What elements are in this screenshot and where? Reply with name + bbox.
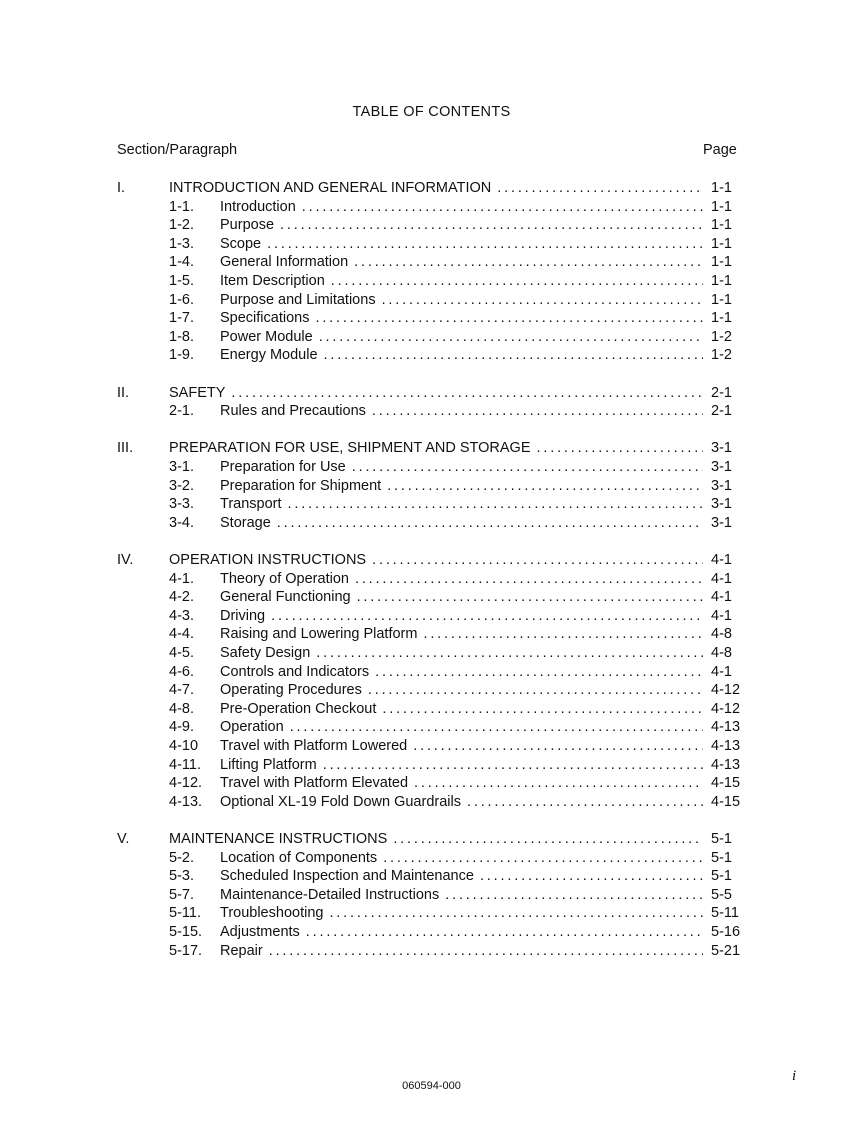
dot-leader (290, 718, 703, 736)
dot-leader (497, 179, 703, 197)
paragraph-title: Specifications (220, 310, 310, 327)
paragraph-page-number: 1-1 (711, 310, 732, 327)
paragraph-title-line (220, 588, 703, 606)
paragraph-title-line (220, 718, 703, 736)
section-title-line (169, 439, 703, 457)
paragraph-page-number: 4-15 (711, 775, 741, 792)
toc-section-row (0, 551, 863, 569)
paragraph-page-number: 3-1 (711, 477, 732, 494)
toc-item-row (0, 718, 863, 736)
dot-leader (323, 756, 703, 774)
paragraph-number: 4-9. (169, 719, 194, 736)
paragraph-page-number: 5-5 (711, 886, 732, 903)
toc-item-row (0, 253, 863, 271)
section-page-number: 5-1 (711, 831, 732, 847)
paragraph-number: 4-7. (169, 682, 194, 699)
paragraph-title-line (220, 328, 703, 346)
paragraph-title: Controls and Indicators (220, 663, 370, 680)
dot-leader (413, 737, 703, 755)
dot-leader (372, 402, 703, 420)
paragraph-title-line (220, 923, 703, 941)
toc-item-row (0, 495, 863, 513)
section-title: INTRODUCTION AND GENERAL INFORMATION (169, 180, 492, 196)
paragraph-page-number: 1-1 (711, 273, 732, 289)
paragraph-page-number: 1-1 (711, 235, 732, 252)
paragraph-title: Scheduled Inspection and Maintenance (220, 868, 474, 885)
paragraph-title: Power Module (220, 328, 313, 345)
toc-item-row (0, 942, 863, 960)
toc-item-row (0, 291, 863, 309)
dot-leader (467, 793, 703, 811)
dot-leader (387, 477, 703, 495)
dot-leader (280, 216, 703, 234)
toc-item-row (0, 309, 863, 327)
paragraph-title: Driving (220, 607, 266, 624)
paragraph-title: Introduction (220, 198, 296, 215)
paragraph-page-number: 4-13 (711, 738, 741, 754)
paragraph-number: 1-6. (169, 291, 194, 308)
paragraph-page-number: 5-11 (711, 905, 739, 922)
paragraph-title-line (220, 793, 703, 811)
toc-item-row (0, 514, 863, 532)
paragraph-title: Transport (220, 496, 282, 513)
section-page-number: 1-1 (711, 180, 732, 196)
paragraph-number: 1-1. (169, 198, 194, 215)
paragraph-title: Operating Procedures (220, 682, 362, 699)
paragraph-page-number: 1-1 (711, 198, 732, 215)
paragraph-title-line (220, 235, 703, 253)
paragraph-page-number: 1-2 (711, 347, 732, 364)
paragraph-number: 4-11. (169, 756, 201, 773)
dot-leader (331, 272, 703, 290)
toc-item-row (0, 681, 863, 699)
paragraph-title: Troubleshooting (220, 905, 324, 922)
toc-item-row (0, 644, 863, 662)
dot-leader (537, 439, 704, 457)
paragraph-title: Maintenance-Detailed Instructions (220, 886, 440, 903)
paragraph-title-line (220, 495, 703, 513)
paragraph-title-line (220, 607, 703, 625)
paragraph-title-line (220, 198, 703, 216)
dot-leader (414, 774, 703, 792)
paragraph-title-line (220, 253, 703, 271)
paragraph-title-line (220, 644, 703, 662)
paragraph-title-line (220, 625, 703, 643)
paragraph-number: 4-13. (169, 793, 203, 810)
paragraph-title: Travel with Platform Lowered (220, 738, 408, 754)
paragraph-number: 4-3. (169, 607, 194, 624)
paragraph-title: Preparation for Shipment (220, 477, 382, 494)
paragraph-title-line (220, 886, 703, 904)
paragraph-number: 3-4. (169, 514, 194, 531)
paragraph-number: 3-1. (169, 459, 194, 475)
toc-item-row (0, 625, 863, 643)
dot-leader (352, 458, 703, 476)
paragraph-title-line (220, 849, 703, 867)
paragraph-page-number: 4-15 (711, 793, 741, 810)
paragraph-title-line (220, 402, 703, 420)
toc-item-row (0, 663, 863, 681)
section-roman-numeral: V. (117, 831, 130, 847)
paragraph-number: 5-3. (169, 868, 194, 885)
toc-item-row (0, 570, 863, 588)
page-title: TABLE OF CONTENTS (352, 104, 511, 120)
toc-item-row (0, 607, 863, 625)
toc-section-row (0, 439, 863, 457)
toc-item-row (0, 198, 863, 216)
toc-item-row (0, 700, 863, 718)
dot-leader (329, 904, 703, 922)
paragraph-title: Storage (220, 514, 271, 531)
paragraph-title: Item Description (220, 273, 325, 289)
section-title: OPERATION INSTRUCTIONS (169, 552, 367, 568)
paragraph-page-number: 1-1 (711, 254, 732, 271)
toc-item-row (0, 849, 863, 867)
paragraph-page-number: 4-1 (711, 663, 732, 680)
toc-item-row (0, 756, 863, 774)
paragraph-title: Location of Components (220, 849, 378, 866)
paragraph-title: Theory of Operation (220, 570, 349, 587)
paragraph-number: 3-3. (169, 496, 194, 513)
paragraph-page-number: 4-1 (711, 607, 732, 624)
section-roman-numeral: I. (117, 180, 126, 196)
dot-leader (372, 551, 703, 569)
dot-leader (382, 700, 703, 718)
paragraph-number: 4-8. (169, 700, 194, 717)
paragraph-title-line (220, 272, 703, 290)
toc-item-row (0, 216, 863, 234)
paragraph-page-number: 5-21 (711, 942, 741, 959)
toc-item-row (0, 477, 863, 495)
paragraph-title: Repair (220, 942, 263, 959)
dot-leader (269, 942, 703, 960)
paragraph-page-number: 5-16 (711, 924, 741, 940)
paragraph-title: Purpose and Limitations (220, 291, 376, 308)
paragraph-number: 4-12. (169, 775, 203, 792)
dot-leader (316, 644, 703, 662)
section-title-line (169, 384, 703, 402)
section-title: MAINTENANCE INSTRUCTIONS (169, 831, 388, 847)
paragraph-page-number: 4-8 (711, 645, 732, 661)
section-page-number: 4-1 (711, 552, 732, 568)
section-title-line (169, 830, 703, 848)
paragraph-title-line (220, 700, 703, 718)
paragraph-title: Adjustments (220, 924, 300, 940)
section-roman-numeral: III. (117, 440, 134, 457)
section-roman-numeral: II. (117, 384, 130, 401)
paragraph-title-line (220, 904, 703, 922)
dot-leader (357, 588, 703, 606)
paragraph-number: 1-7. (169, 310, 194, 327)
paragraph-number: 1-9. (169, 347, 194, 364)
paragraph-number: 1-2. (169, 217, 194, 234)
dot-leader (277, 514, 703, 532)
paragraph-page-number: 1-1 (711, 291, 732, 308)
toc-item-row (0, 904, 863, 922)
toc-item-row (0, 886, 863, 904)
paragraph-page-number: 4-13 (711, 756, 741, 773)
paragraph-page-number: 5-1 (711, 849, 732, 866)
paragraph-title: Safety Design (220, 645, 311, 661)
page-number: i (792, 1068, 797, 1084)
document-number: 060594-000 (402, 1080, 461, 1092)
paragraph-title: Lifting Platform (220, 756, 317, 773)
paragraph-number: 1-3. (169, 235, 194, 252)
paragraph-number: 4-4. (169, 626, 194, 643)
paragraph-page-number: 3-1 (711, 514, 732, 531)
paragraph-number: 4-6. (169, 663, 194, 680)
toc-item-row (0, 458, 863, 476)
toc-item-row (0, 774, 863, 792)
section-title-line (169, 551, 703, 569)
toc-section-row (0, 384, 863, 402)
paragraph-number: 4-5. (169, 645, 194, 661)
paragraph-number: 4-2. (169, 589, 194, 606)
paragraph-title-line (220, 216, 703, 234)
toc-item-row (0, 737, 863, 755)
paragraph-title: Travel with Platform Elevated (220, 775, 409, 792)
section-page-number: 2-1 (711, 384, 732, 401)
paragraph-title-line (220, 514, 703, 532)
dot-leader (393, 830, 703, 848)
section-page-number: 3-1 (711, 440, 732, 457)
toc-item-row (0, 402, 863, 420)
paragraph-title-line (220, 570, 703, 588)
paragraph-title: Preparation for Use (220, 459, 346, 475)
paragraph-page-number: 5-1 (711, 868, 732, 885)
paragraph-title-line (220, 942, 703, 960)
toc-item-row (0, 923, 863, 941)
paragraph-title-line (220, 867, 703, 885)
dot-leader (288, 495, 703, 513)
dot-leader (302, 198, 703, 216)
paragraph-number: 2-1. (169, 403, 194, 420)
section-title-line (169, 179, 703, 197)
paragraph-title-line (220, 346, 703, 364)
paragraph-number: 1-5. (169, 273, 194, 289)
paragraph-page-number: 3-1 (711, 459, 732, 475)
dot-leader (423, 625, 703, 643)
dot-leader (375, 663, 703, 681)
paragraph-title-line (220, 309, 703, 327)
paragraph-page-number: 3-1 (711, 496, 732, 513)
toc-item-row (0, 588, 863, 606)
dot-leader (445, 886, 703, 904)
section-title: SAFETY (169, 384, 226, 401)
paragraph-page-number: 4-1 (711, 570, 732, 587)
toc-item-row (0, 328, 863, 346)
page-column-header: Page (703, 142, 737, 158)
dot-leader (324, 346, 703, 364)
paragraph-title: Energy Module (220, 347, 318, 364)
paragraph-number: 5-11. (169, 905, 201, 922)
section-title: PREPARATION FOR USE, SHIPMENT AND STORAGE (169, 440, 531, 457)
paragraph-title-line (220, 774, 703, 792)
paragraph-title-line (220, 458, 703, 476)
paragraph-page-number: 2-1 (711, 403, 732, 420)
paragraph-title-line (220, 291, 703, 309)
dot-leader (355, 570, 703, 588)
paragraph-page-number: 4-12 (711, 682, 741, 699)
paragraph-title: General Information (220, 254, 349, 271)
paragraph-title: Scope (220, 235, 262, 252)
dot-leader (319, 328, 703, 346)
toc-item-row (0, 346, 863, 364)
toc-section-row (0, 830, 863, 848)
paragraph-page-number: 1-1 (711, 217, 732, 234)
paragraph-page-number: 4-13 (711, 719, 741, 736)
dot-leader (382, 291, 703, 309)
toc-item-row (0, 867, 863, 885)
dot-leader (480, 867, 703, 885)
paragraph-number: 5-7. (169, 886, 194, 903)
paragraph-page-number: 4-8 (711, 626, 732, 643)
paragraph-number: 3-2. (169, 477, 194, 494)
paragraph-number: 4-10 (169, 738, 199, 754)
toc-item-row (0, 235, 863, 253)
paragraph-page-number: 1-2 (711, 328, 732, 345)
paragraph-page-number: 4-1 (711, 589, 732, 606)
dot-leader (267, 235, 703, 253)
paragraph-title: Operation (220, 719, 284, 736)
paragraph-number: 4-1. (169, 570, 194, 587)
paragraph-number: 1-4. (169, 254, 194, 271)
paragraph-page-number: 4-12 (711, 700, 741, 717)
paragraph-number: 5-2. (169, 849, 194, 866)
paragraph-title: Optional XL-19 Fold Down Guardrails (220, 793, 461, 810)
paragraph-title-line (220, 681, 703, 699)
paragraph-title-line (220, 663, 703, 681)
section-paragraph-header: Section/Paragraph (117, 142, 238, 158)
dot-leader (383, 849, 703, 867)
paragraph-title: Purpose (220, 217, 275, 234)
dot-leader (306, 923, 703, 941)
paragraph-title: Raising and Lowering Platform (220, 626, 418, 643)
paragraph-number: 1-8. (169, 328, 194, 345)
paragraph-title-line (220, 477, 703, 495)
paragraph-title-line (220, 756, 703, 774)
paragraph-number: 5-17. (169, 942, 203, 959)
paragraph-title-line (220, 737, 703, 755)
toc-item-row (0, 793, 863, 811)
dot-leader (231, 384, 703, 402)
paragraph-title: Pre-Operation Checkout (220, 700, 377, 717)
toc-section-row (0, 179, 863, 197)
paragraph-title: Rules and Precautions (220, 403, 366, 420)
dot-leader (368, 681, 703, 699)
section-roman-numeral: IV. (117, 552, 134, 568)
dot-leader (271, 607, 703, 625)
paragraph-title: General Functioning (220, 589, 351, 606)
toc-item-row (0, 272, 863, 290)
dot-leader (354, 253, 703, 271)
paragraph-number: 5-15. (169, 924, 203, 940)
dot-leader (315, 309, 703, 327)
